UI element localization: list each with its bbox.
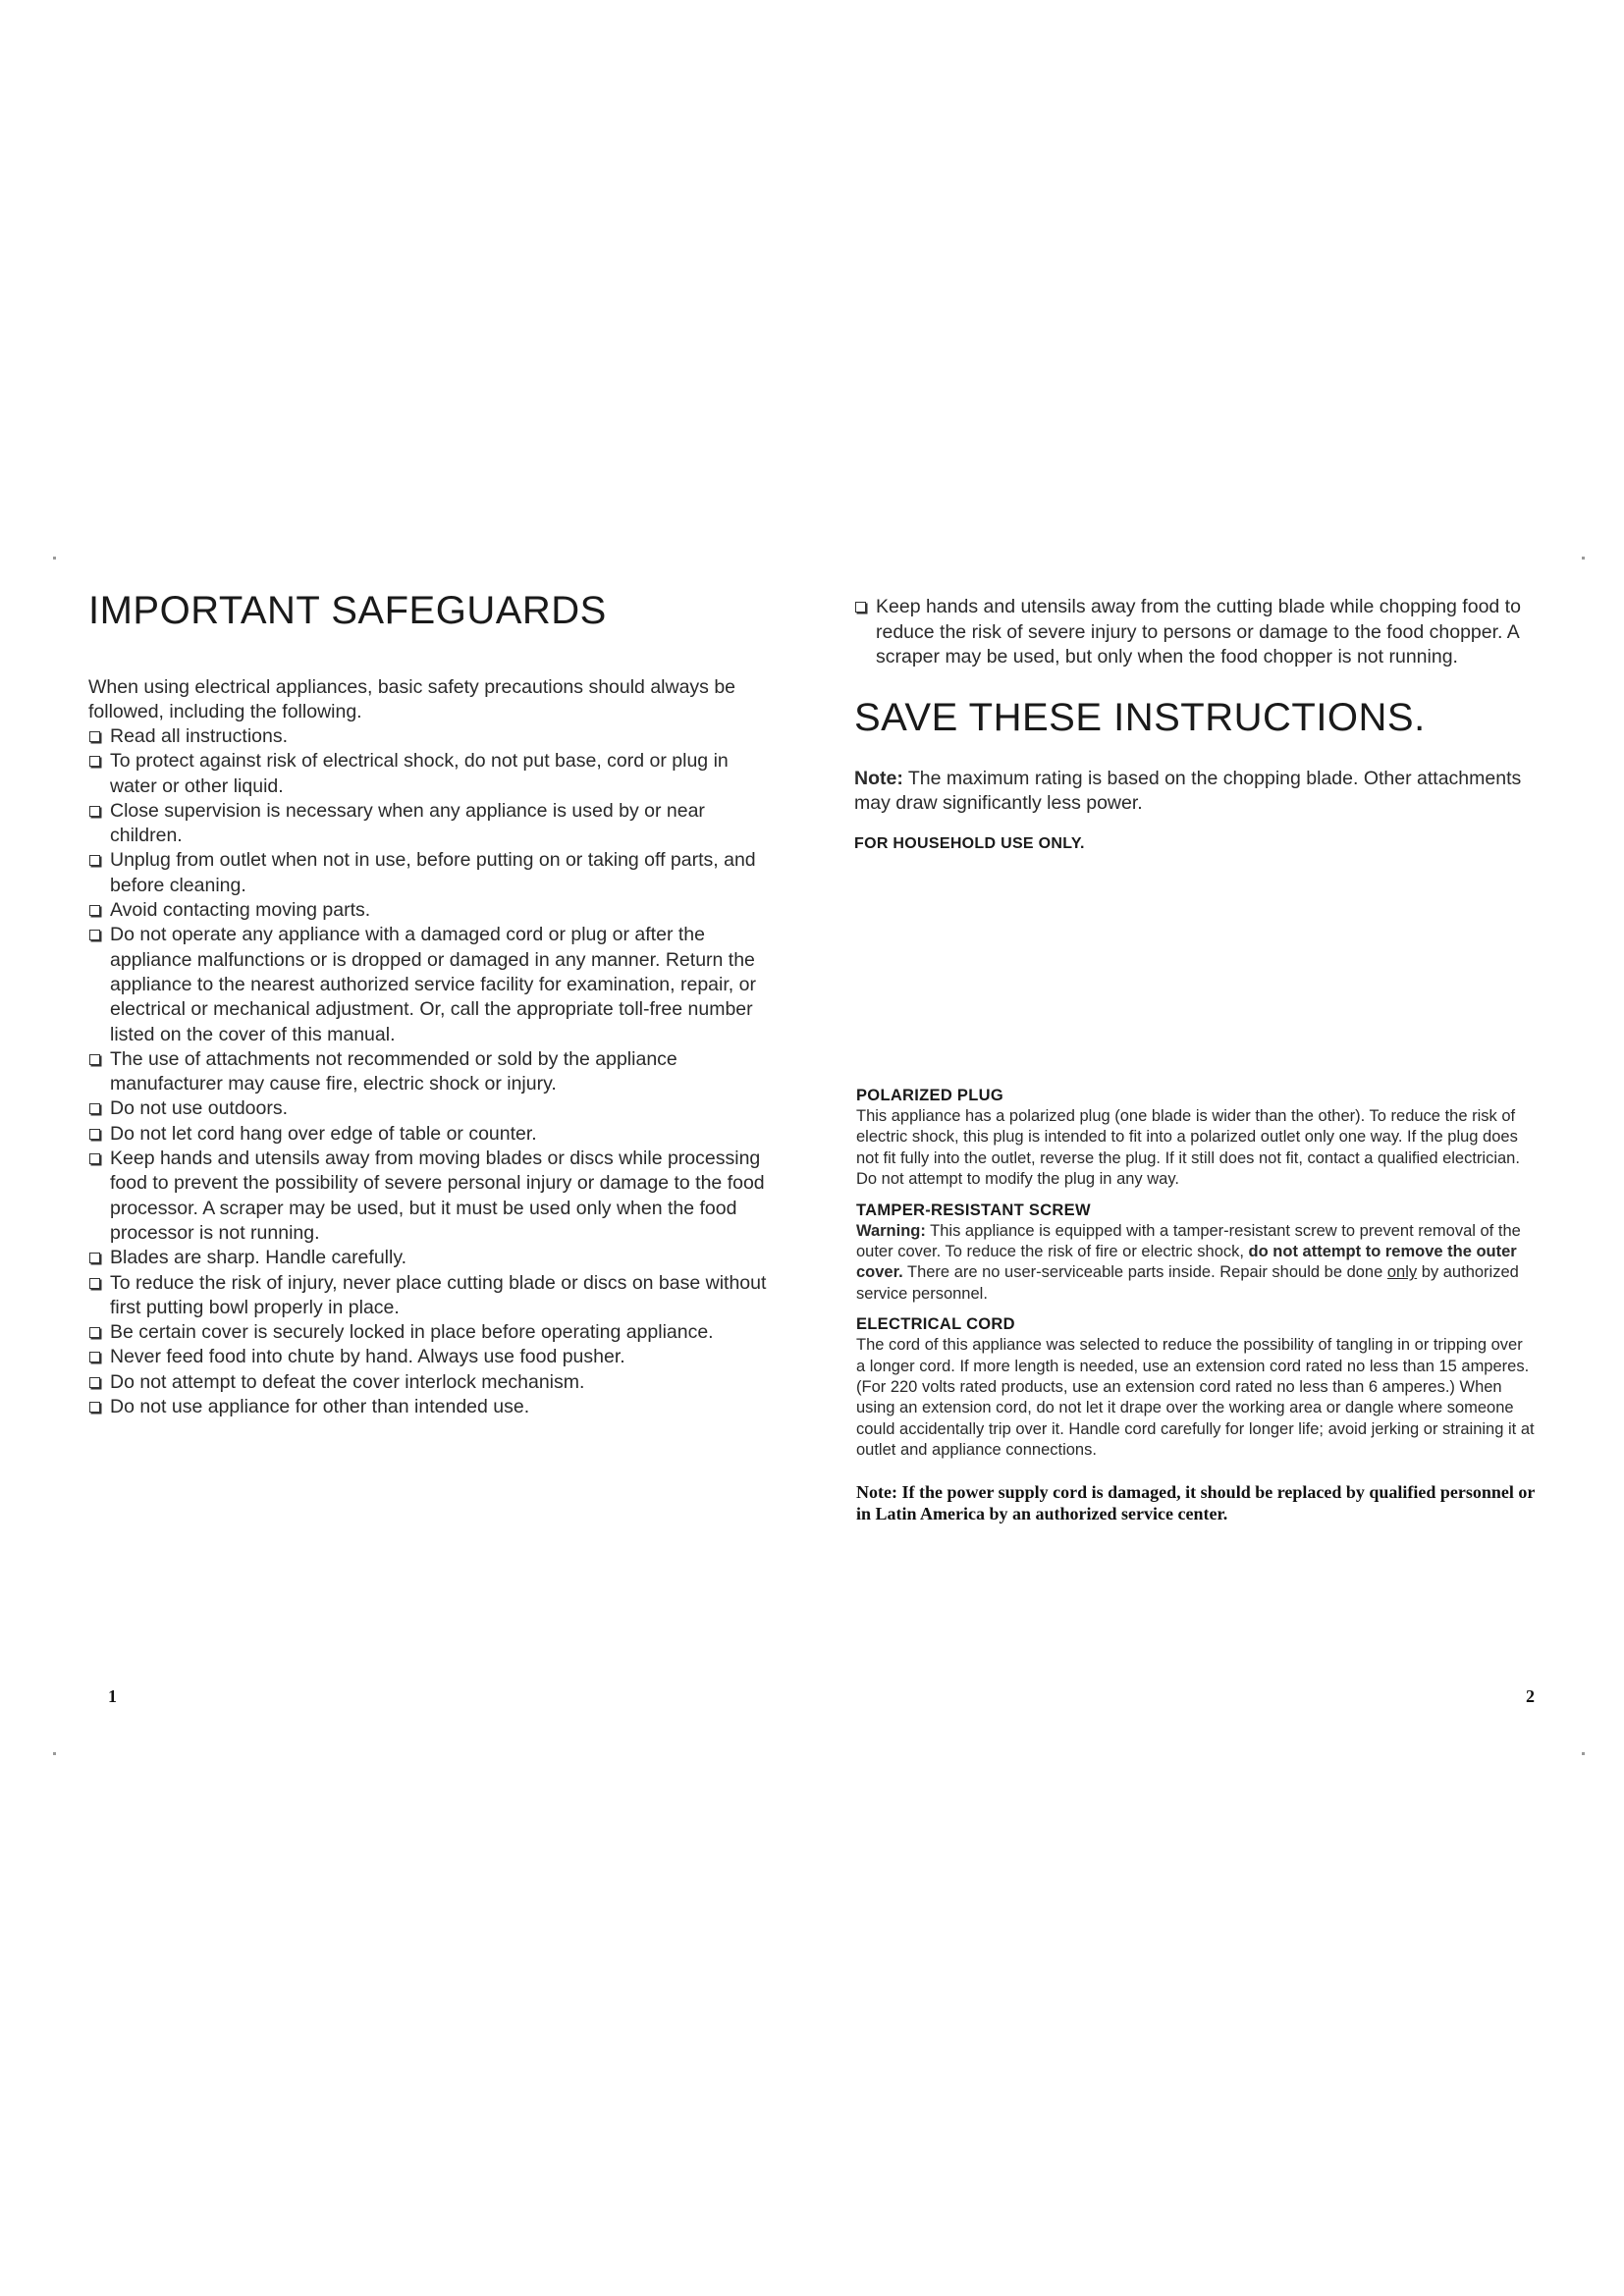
- right-page: [854, 595, 1542, 1523]
- checkbox-icon: [89, 1377, 100, 1388]
- checkbox-icon: [89, 1054, 100, 1065]
- list-item-text: Keep hands and utensils away from moving blades or discs while processing food to prevent the possibility of severe personal injury or damage to the food processor. A scraper may be used, but it must be used only when the food processor is not running.: [110, 1148, 765, 1244]
- checkbox-icon: [89, 1129, 100, 1140]
- note-text: The maximum rating is based on the chopping blade. Other attachments may draw significantly less power.: [854, 767, 1522, 814]
- list-item: [88, 848, 776, 898]
- electrical-cord-text: The cord of this appliance was selected to reduce the possibility of tangling in or tripping over a longer cord. If more length is needed, use an extension cord rated no less than 15 amperes. (For 220 volts rated products, use an extension cord rated no less than 6 amperes.) When using an extension cord, do not let it drape over the working area or dangle where someone could accidentally trip over it. Handle cord carefully for longer life; avoid jerking or straining it at outlet and appliance connections.: [856, 1336, 1535, 1460]
- list-item: [88, 1395, 776, 1419]
- page-number-left: 1: [108, 1686, 117, 1706]
- checkbox-icon: [89, 731, 100, 742]
- list-item: [88, 923, 776, 1046]
- checkbox-icon: [89, 806, 100, 817]
- list-item: [88, 1345, 776, 1369]
- list-item: [88, 1320, 776, 1345]
- checkbox-icon: [89, 1352, 100, 1362]
- checkbox-icon: [89, 1153, 100, 1164]
- list-item-text: Blades are sharp. Handle carefully.: [110, 1247, 407, 1269]
- note-label: Note:: [854, 767, 903, 789]
- tamper-text-1: This appliance is equipped with a tamper-resistant screw to prevent removal of the outer cover. To reduce the risk of fire or electric shock,: [856, 1221, 1521, 1261]
- tamper-screw-text: [856, 1221, 1536, 1306]
- list-item: [88, 1271, 776, 1321]
- page-title: IMPORTANT SAFEGUARDS: [88, 589, 607, 632]
- checkbox-icon: [89, 855, 100, 866]
- list-item-text: Close supervision is necessary when any appliance is used by or near children.: [110, 799, 705, 847]
- tamper-underlined: only: [1386, 1263, 1418, 1282]
- safeguard-list: [88, 724, 776, 1419]
- list-item-text: Do not attempt to defeat the cover interlock mechanism.: [110, 1370, 585, 1393]
- list-item: [88, 1246, 776, 1270]
- list-item-text: Never feed food into chute by hand. Always use food pusher.: [110, 1346, 625, 1368]
- left-page: [88, 589, 776, 1419]
- intro-text: When using electrical appliances, basic safety precautions should always be followed, including the following.: [88, 676, 736, 722]
- electrical-cord-title: ELECTRICAL CORD: [856, 1315, 1015, 1334]
- list-item-text: To protect against risk of electrical shock, do not put base, cord or plug in water or other liquid.: [110, 750, 729, 797]
- list-item: [88, 724, 776, 749]
- list-item: [88, 1147, 776, 1246]
- checkbox-icon: [89, 1278, 100, 1289]
- checkbox-icon: [89, 905, 100, 916]
- list-item-text: Avoid contacting moving parts.: [110, 899, 371, 922]
- polarized-plug-text: This appliance has a polarized plug (one blade is wider than the other). To reduce the risk of electric shock, this plug is intended to fit into a polarized outlet only one way. If the plug does not fit fully into the outlet, reverse the plug. If it still does not fit, contact a qualified electrician. Do not attempt to modify the plug in any way.: [856, 1107, 1520, 1189]
- crop-mark: [53, 557, 56, 560]
- list-item-text: Do not use appliance for other than intended use.: [110, 1396, 530, 1418]
- checkbox-icon: [89, 1402, 100, 1413]
- crop-mark: [53, 1752, 56, 1755]
- list-item-text: Do not use outdoors.: [110, 1097, 289, 1120]
- list-item: [88, 1370, 776, 1395]
- warning-label: Warning:: [856, 1221, 926, 1240]
- tamper-bold-text: do not attempt to remove the outer cover.: [856, 1243, 1517, 1282]
- list-item-text: Do not let cord hang over edge of table or counter.: [110, 1122, 537, 1145]
- list-item-text: Do not operate any appliance with a damaged cord or plug or after the appliance malfunctions or is dropped or damaged in any manner. Return the appliance to the nearest authorized service facility for examination, repair, or electrical or mechanical adjustment. Or, call the appropriate toll-free number listed on the cover of this manual.: [110, 924, 756, 1045]
- checkbox-icon: [89, 930, 100, 940]
- list-item: [88, 1096, 776, 1121]
- household-use-label: FOR HOUSEHOLD USE ONLY.: [854, 834, 1085, 852]
- list-item-text: Unplug from outlet when not in use, before putting on or taking off parts, and before cleaning.: [110, 849, 756, 896]
- save-instructions-title: SAVE THESE INSTRUCTIONS.: [854, 695, 1426, 739]
- list-item: [854, 595, 1542, 670]
- checkbox-icon: [89, 1327, 100, 1338]
- list-item-text: To reduce the risk of injury, never place cutting blade or discs on base without first putting bowl properly in place.: [110, 1271, 767, 1318]
- list-item: [88, 799, 776, 849]
- list-item: [88, 749, 776, 799]
- checkbox-icon: [89, 756, 100, 767]
- list-item: [88, 898, 776, 923]
- tamper-screw-title: TAMPER-RESISTANT SCREW: [856, 1201, 1091, 1219]
- list-item-text: The use of attachments not recommended or sold by the appliance manufacturer may cause fire, electric shock or injury.: [110, 1047, 677, 1095]
- page-number-right: 2: [1526, 1686, 1535, 1706]
- tamper-text-3: by authorized service personnel.: [856, 1263, 1519, 1303]
- list-item: [88, 1122, 776, 1147]
- checkbox-icon: [89, 1253, 100, 1263]
- checkbox-icon: [89, 1103, 100, 1114]
- list-item: [88, 1047, 776, 1097]
- polarized-plug-title: POLARIZED PLUG: [856, 1087, 1003, 1104]
- checkbox-icon: [855, 602, 866, 613]
- power-note: [854, 767, 1542, 816]
- crop-mark: [1582, 557, 1585, 560]
- tamper-text-2: There are no user-serviceable parts inside. Repair should be done: [902, 1263, 1387, 1282]
- final-note: Note: If the power supply cord is damaged, it should be replaced by qualified personnel or in Latin America by an authorized service center.: [856, 1481, 1536, 1523]
- list-item-text: Be certain cover is securely locked in place before operating appliance.: [110, 1321, 714, 1344]
- list-item-text: Keep hands and utensils away from the cutting blade while chopping food to reduce the risk of severe injury to persons or damage to the food chopper. A scraper may be used, but only when the food chopper is not running.: [876, 596, 1521, 667]
- safety-sections: [856, 1086, 1536, 1524]
- list-item-text: Read all instructions.: [110, 725, 289, 747]
- crop-mark: [1582, 1752, 1585, 1755]
